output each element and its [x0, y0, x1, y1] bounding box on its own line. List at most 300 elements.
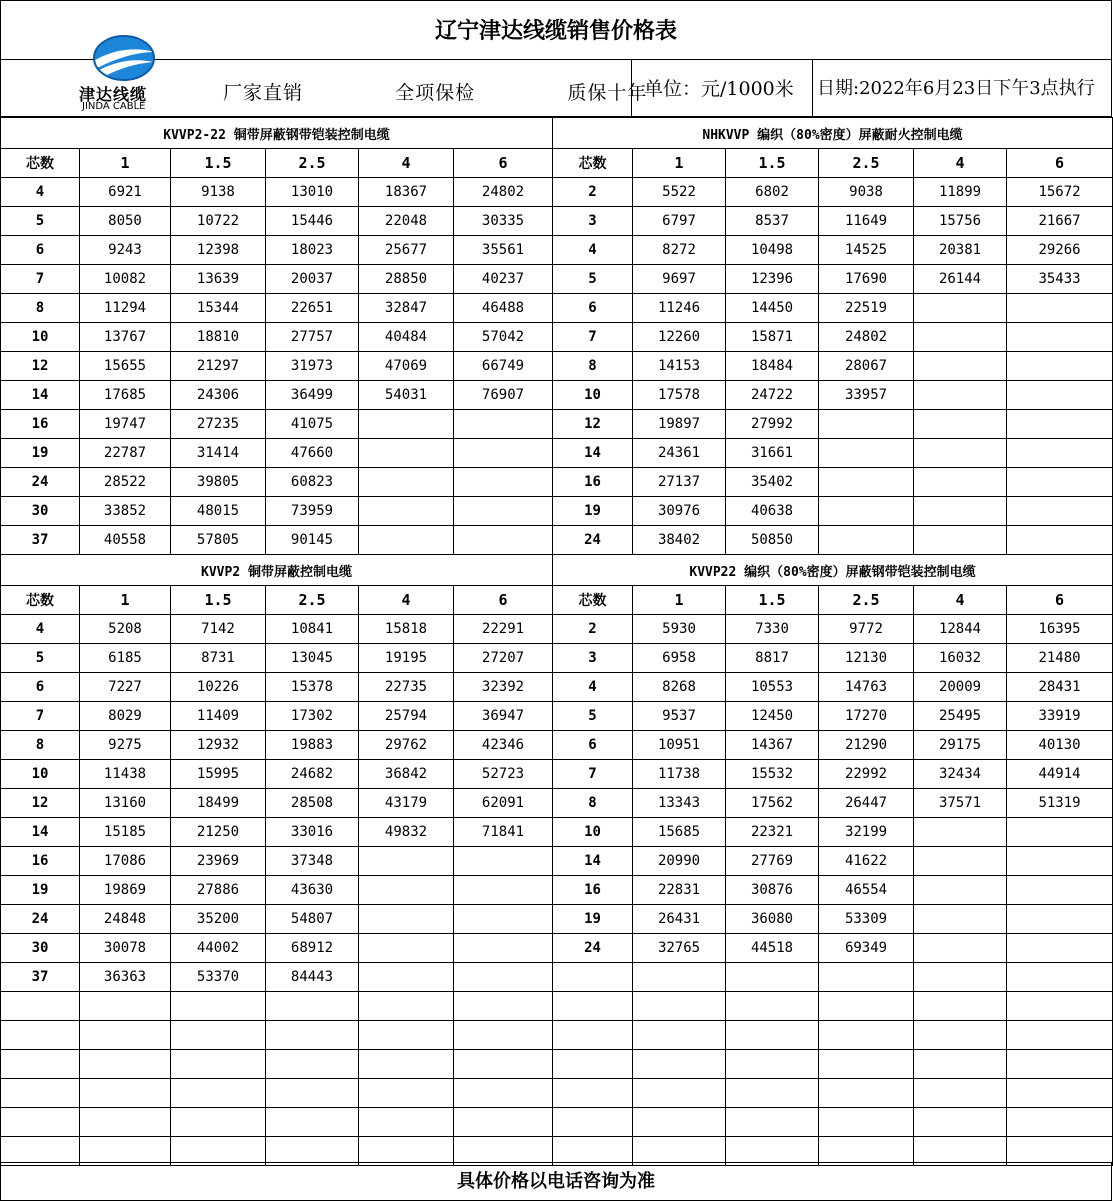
empty-cell — [1007, 1021, 1113, 1050]
price-cell: 13343 — [633, 789, 726, 818]
price-cell: 22048 — [359, 207, 454, 236]
price-cell — [1007, 468, 1113, 497]
price-cell: 22651 — [266, 294, 359, 323]
core-count-cell: 16 — [1, 847, 80, 876]
price-cell: 27992 — [726, 410, 819, 439]
price-cell: 31414 — [171, 439, 266, 468]
empty-row — [1, 1108, 1113, 1137]
empty-cell — [819, 1050, 914, 1079]
price-cell: 7330 — [726, 615, 819, 644]
price-cell: 8029 — [80, 702, 171, 731]
price-cell: 68912 — [266, 934, 359, 963]
empty-cell — [553, 992, 633, 1021]
core-count-cell: 8 — [553, 352, 633, 381]
price-cell: 44914 — [1007, 760, 1113, 789]
core-count-cell: 10 — [1, 760, 80, 789]
price-cell: 15995 — [171, 760, 266, 789]
price-cell: 32765 — [633, 934, 726, 963]
price-cell: 43630 — [266, 876, 359, 905]
empty-cell — [266, 1050, 359, 1079]
price-cell: 46488 — [454, 294, 553, 323]
price-cell: 9697 — [633, 265, 726, 294]
empty-cell — [266, 992, 359, 1021]
price-cell: 15185 — [80, 818, 171, 847]
empty-cell — [359, 1021, 454, 1050]
price-cell: 43179 — [359, 789, 454, 818]
price-cell: 19747 — [80, 410, 171, 439]
empty-cell — [454, 1079, 553, 1108]
core-count-cell: 4 — [553, 673, 633, 702]
price-cell: 18023 — [266, 236, 359, 265]
header-row — [1, 149, 1113, 178]
price-cell — [914, 497, 1007, 526]
price-cell: 25794 — [359, 702, 454, 731]
price-cell — [914, 410, 1007, 439]
price-cell — [1007, 439, 1113, 468]
table-row — [1, 847, 1113, 876]
table-row — [1, 352, 1113, 381]
price-cell — [359, 876, 454, 905]
price-cell: 47660 — [266, 439, 359, 468]
footer-note: 具体价格以电话咨询为准 — [0, 1162, 1112, 1201]
table-row — [1, 615, 1113, 644]
price-cell — [359, 905, 454, 934]
price-cell: 17302 — [266, 702, 359, 731]
price-cell: 31661 — [726, 439, 819, 468]
table-row — [1, 876, 1113, 905]
price-cell: 10498 — [726, 236, 819, 265]
price-cell: 17562 — [726, 789, 819, 818]
price-cell: 26431 — [633, 905, 726, 934]
price-cell: 28522 — [80, 468, 171, 497]
table-row — [1, 702, 1113, 731]
price-cell — [454, 876, 553, 905]
table-row — [1, 526, 1113, 555]
core-count-cell — [553, 963, 633, 992]
table-row — [1, 731, 1113, 760]
price-cell: 16032 — [914, 644, 1007, 673]
price-cell — [914, 876, 1007, 905]
empty-cell — [819, 1079, 914, 1108]
size-header: 6 — [454, 586, 553, 615]
price-cell: 11649 — [819, 207, 914, 236]
empty-cell — [726, 1108, 819, 1137]
upper-tables — [1, 118, 1113, 555]
price-cell: 8272 — [633, 236, 726, 265]
price-cell — [914, 352, 1007, 381]
core-count-cell: 14 — [1, 818, 80, 847]
empty-cell — [553, 1050, 633, 1079]
price-cell — [454, 526, 553, 555]
price-cell: 29175 — [914, 731, 1007, 760]
price-cell — [819, 410, 914, 439]
size-header: 2.5 — [266, 149, 359, 178]
price-cell: 41622 — [819, 847, 914, 876]
price-cell: 7227 — [80, 673, 171, 702]
core-count-cell: 14 — [553, 847, 633, 876]
price-cell — [359, 497, 454, 526]
price-cell — [914, 323, 1007, 352]
size-header: 1 — [80, 586, 171, 615]
price-cell: 54031 — [359, 381, 454, 410]
section-title-row — [1, 118, 1113, 149]
empty-cell — [914, 1079, 1007, 1108]
core-count-cell: 14 — [553, 439, 633, 468]
size-header: 2.5 — [819, 149, 914, 178]
price-cell: 5930 — [633, 615, 726, 644]
price-cell: 28431 — [1007, 673, 1113, 702]
price-cell — [1007, 847, 1113, 876]
core-count-cell: 4 — [1, 615, 80, 644]
price-cell: 38402 — [633, 526, 726, 555]
price-cell: 15818 — [359, 615, 454, 644]
price-cell: 32434 — [914, 760, 1007, 789]
lower-tables — [1, 555, 1113, 992]
price-cell: 30335 — [454, 207, 553, 236]
price-cell: 44002 — [171, 934, 266, 963]
table-row — [1, 381, 1113, 410]
table-row — [1, 323, 1113, 352]
core-count-cell: 24 — [1, 468, 80, 497]
price-cell: 35402 — [726, 468, 819, 497]
price-cell: 23969 — [171, 847, 266, 876]
price-cell — [1007, 905, 1113, 934]
price-cell: 19883 — [266, 731, 359, 760]
empty-cell — [1007, 1050, 1113, 1079]
price-cell: 22519 — [819, 294, 914, 323]
core-count-cell: 12 — [1, 789, 80, 818]
price-cell: 29266 — [1007, 236, 1113, 265]
empty-cell — [819, 1021, 914, 1050]
price-cell: 37348 — [266, 847, 359, 876]
table-row — [1, 818, 1113, 847]
price-cell: 35561 — [454, 236, 553, 265]
table-row — [1, 673, 1113, 702]
empty-cell — [454, 1108, 553, 1137]
table-row — [1, 760, 1113, 789]
price-cell: 6921 — [80, 178, 171, 207]
table-row — [1, 468, 1113, 497]
empty-row — [1, 1079, 1113, 1108]
price-cell: 12130 — [819, 644, 914, 673]
price-cell: 71841 — [454, 818, 553, 847]
price-cell: 22787 — [80, 439, 171, 468]
core-count-cell: 24 — [553, 934, 633, 963]
price-cell — [454, 905, 553, 934]
size-header: 2.5 — [819, 586, 914, 615]
price-cell: 33852 — [80, 497, 171, 526]
price-cell: 10841 — [266, 615, 359, 644]
empty-cell — [914, 1021, 1007, 1050]
core-count-cell: 3 — [553, 644, 633, 673]
price-cell: 5522 — [633, 178, 726, 207]
price-cell: 22321 — [726, 818, 819, 847]
table-row — [1, 178, 1113, 207]
core-count-cell: 8 — [1, 731, 80, 760]
price-cell: 30078 — [80, 934, 171, 963]
price-cell: 11246 — [633, 294, 726, 323]
table-row — [1, 265, 1113, 294]
price-cell: 6797 — [633, 207, 726, 236]
price-cell: 69349 — [819, 934, 914, 963]
price-cell: 21250 — [171, 818, 266, 847]
core-count-cell: 6 — [553, 731, 633, 760]
header-logo-cell — [0, 59, 648, 117]
empty-cell — [553, 1021, 633, 1050]
table-row — [1, 236, 1113, 265]
empty-row — [1, 1021, 1113, 1050]
price-cell: 32392 — [454, 673, 553, 702]
price-cell — [819, 468, 914, 497]
price-cell — [1007, 352, 1113, 381]
empty-cell — [726, 1079, 819, 1108]
price-cell: 8731 — [171, 644, 266, 673]
price-cell: 28508 — [266, 789, 359, 818]
empty-cell — [359, 992, 454, 1021]
price-cell — [1007, 323, 1113, 352]
core-count-cell: 19 — [1, 439, 80, 468]
price-cell: 17685 — [80, 381, 171, 410]
core-count-cell: 2 — [553, 615, 633, 644]
price-cell: 8537 — [726, 207, 819, 236]
price-cell: 24682 — [266, 760, 359, 789]
empty-cell — [1, 1079, 80, 1108]
price-cell: 50850 — [726, 526, 819, 555]
table-row — [1, 207, 1113, 236]
price-cell: 19897 — [633, 410, 726, 439]
price-cell: 8817 — [726, 644, 819, 673]
price-cell: 21290 — [819, 731, 914, 760]
price-cell: 36842 — [359, 760, 454, 789]
price-cell — [454, 439, 553, 468]
empty-cell — [1007, 1108, 1113, 1137]
price-cell: 15655 — [80, 352, 171, 381]
price-cell: 15685 — [633, 818, 726, 847]
price-cell: 13767 — [80, 323, 171, 352]
core-count-cell: 6 — [1, 236, 80, 265]
core-count-cell: 4 — [1, 178, 80, 207]
empty-cell — [80, 1050, 171, 1079]
empty-row — [1, 992, 1113, 1021]
price-cell — [359, 410, 454, 439]
core-count-cell: 6 — [553, 294, 633, 323]
price-cell: 57042 — [454, 323, 553, 352]
price-cell: 11438 — [80, 760, 171, 789]
price-cell: 15871 — [726, 323, 819, 352]
price-cell: 14367 — [726, 731, 819, 760]
price-cell: 57805 — [171, 526, 266, 555]
empty-cell — [819, 992, 914, 1021]
price-cell: 18499 — [171, 789, 266, 818]
empty-cell — [633, 992, 726, 1021]
table-row — [1, 497, 1113, 526]
price-cell: 39805 — [171, 468, 266, 497]
price-cell: 40558 — [80, 526, 171, 555]
price-cell: 17690 — [819, 265, 914, 294]
price-cell: 13010 — [266, 178, 359, 207]
price-cell: 31973 — [266, 352, 359, 381]
price-cell: 24722 — [726, 381, 819, 410]
price-cell: 24802 — [819, 323, 914, 352]
price-cell — [1007, 876, 1113, 905]
price-cell: 27769 — [726, 847, 819, 876]
price-table — [0, 117, 1113, 1166]
price-cell: 40484 — [359, 323, 454, 352]
price-cell: 25495 — [914, 702, 1007, 731]
price-cell — [819, 963, 914, 992]
empty-cell — [171, 1079, 266, 1108]
size-header: 1 — [633, 149, 726, 178]
empty-cell — [633, 1050, 726, 1079]
price-cell: 18484 — [726, 352, 819, 381]
price-cell: 54807 — [266, 905, 359, 934]
price-cell — [1007, 818, 1113, 847]
price-cell: 26447 — [819, 789, 914, 818]
empty-cell — [726, 1050, 819, 1079]
price-cell — [914, 818, 1007, 847]
price-cell: 7142 — [171, 615, 266, 644]
table-row — [1, 934, 1113, 963]
price-cell: 22992 — [819, 760, 914, 789]
logo-chinese-text: 津达线缆 — [79, 85, 148, 104]
price-cell: 28067 — [819, 352, 914, 381]
empty-cell — [819, 1108, 914, 1137]
empty-cell — [359, 1079, 454, 1108]
price-cell: 27886 — [171, 876, 266, 905]
size-header: 1 — [80, 149, 171, 178]
price-cell — [914, 905, 1007, 934]
empty-cell — [1007, 1079, 1113, 1108]
price-cell: 18367 — [359, 178, 454, 207]
price-cell — [1007, 497, 1113, 526]
price-cell: 49832 — [359, 818, 454, 847]
price-cell: 14153 — [633, 352, 726, 381]
price-cell: 16395 — [1007, 615, 1113, 644]
price-cell: 5208 — [80, 615, 171, 644]
core-count-header: 芯数 — [1, 586, 80, 615]
empty-cell — [726, 1021, 819, 1050]
table-row — [1, 410, 1113, 439]
table-row — [1, 294, 1113, 323]
price-cell: 21480 — [1007, 644, 1113, 673]
size-header: 4 — [914, 586, 1007, 615]
core-count-cell: 30 — [1, 497, 80, 526]
price-cell: 11738 — [633, 760, 726, 789]
price-cell: 66749 — [454, 352, 553, 381]
core-count-cell: 37 — [1, 526, 80, 555]
price-cell: 90145 — [266, 526, 359, 555]
section-title-kvvp22: KVVP22 编织（80%密度）屏蔽钢带铠装控制电缆 — [553, 555, 1113, 586]
price-cell: 15532 — [726, 760, 819, 789]
price-cell: 36080 — [726, 905, 819, 934]
price-cell: 15344 — [171, 294, 266, 323]
price-cell: 9138 — [171, 178, 266, 207]
price-cell: 60823 — [266, 468, 359, 497]
empty-cell — [633, 1079, 726, 1108]
empty-cell — [359, 1050, 454, 1079]
price-cell: 53309 — [819, 905, 914, 934]
price-cell — [914, 963, 1007, 992]
section-title-kvvp2_22: KVVP2-22 铜带屏蔽钢带铠装控制电缆 — [1, 118, 553, 149]
slogan: 厂家直销 全项保检 质保十年 — [223, 82, 648, 104]
price-cell: 14763 — [819, 673, 914, 702]
price-cell: 41075 — [266, 410, 359, 439]
size-header: 6 — [454, 149, 553, 178]
price-cell: 33016 — [266, 818, 359, 847]
empty-cell — [914, 1108, 1007, 1137]
core-count-cell: 16 — [553, 876, 633, 905]
table-row — [1, 963, 1113, 992]
price-cell — [914, 294, 1007, 323]
core-count-cell: 7 — [1, 265, 80, 294]
size-header: 4 — [914, 149, 1007, 178]
core-count-cell: 5 — [1, 207, 80, 236]
price-cell — [914, 934, 1007, 963]
price-cell: 12398 — [171, 236, 266, 265]
empty-cell — [266, 1079, 359, 1108]
price-cell — [1007, 934, 1113, 963]
price-cell — [1007, 381, 1113, 410]
core-count-cell: 37 — [1, 963, 80, 992]
core-count-cell: 10 — [553, 818, 633, 847]
price-cell: 12396 — [726, 265, 819, 294]
price-cell: 25677 — [359, 236, 454, 265]
empty-cell — [553, 1108, 633, 1137]
price-cell: 15672 — [1007, 178, 1113, 207]
price-cell — [1007, 294, 1113, 323]
core-count-cell: 8 — [1, 294, 80, 323]
section-title-nhkvvp: NHKVVP 编织（80%密度）屏蔽耐火控制电缆 — [553, 118, 1113, 149]
core-count-cell: 10 — [1, 323, 80, 352]
price-cell — [914, 526, 1007, 555]
price-cell: 40237 — [454, 265, 553, 294]
empty-cell — [266, 1021, 359, 1050]
core-count-cell: 19 — [553, 497, 633, 526]
empty-cell — [80, 1108, 171, 1137]
core-count-cell: 5 — [553, 265, 633, 294]
price-cell: 48015 — [171, 497, 266, 526]
price-cell: 27207 — [454, 644, 553, 673]
price-cell: 53370 — [171, 963, 266, 992]
size-header: 4 — [359, 149, 454, 178]
core-count-cell: 19 — [553, 905, 633, 934]
price-cell — [359, 847, 454, 876]
price-cell: 40130 — [1007, 731, 1113, 760]
price-cell — [633, 963, 726, 992]
empty-cell — [633, 1108, 726, 1137]
price-cell: 76907 — [454, 381, 553, 410]
empty-row — [1, 1050, 1113, 1079]
price-cell: 15446 — [266, 207, 359, 236]
empty-cell — [454, 992, 553, 1021]
price-cell: 35200 — [171, 905, 266, 934]
core-count-cell: 14 — [1, 381, 80, 410]
price-cell: 84443 — [266, 963, 359, 992]
empty-cell — [1, 1021, 80, 1050]
empty-cell — [1007, 992, 1113, 1021]
price-cell: 14450 — [726, 294, 819, 323]
core-count-cell: 12 — [1, 352, 80, 381]
date-label: 日期:2022年6月23日下午3点执行 — [812, 59, 1112, 117]
price-cell — [914, 381, 1007, 410]
price-cell: 9038 — [819, 178, 914, 207]
price-cell: 28850 — [359, 265, 454, 294]
price-cell — [914, 439, 1007, 468]
empty-cell — [914, 1050, 1007, 1079]
price-cell: 29762 — [359, 731, 454, 760]
price-cell: 35433 — [1007, 265, 1113, 294]
page-title: 辽宁津达线缆销售价格表 — [0, 0, 1112, 60]
